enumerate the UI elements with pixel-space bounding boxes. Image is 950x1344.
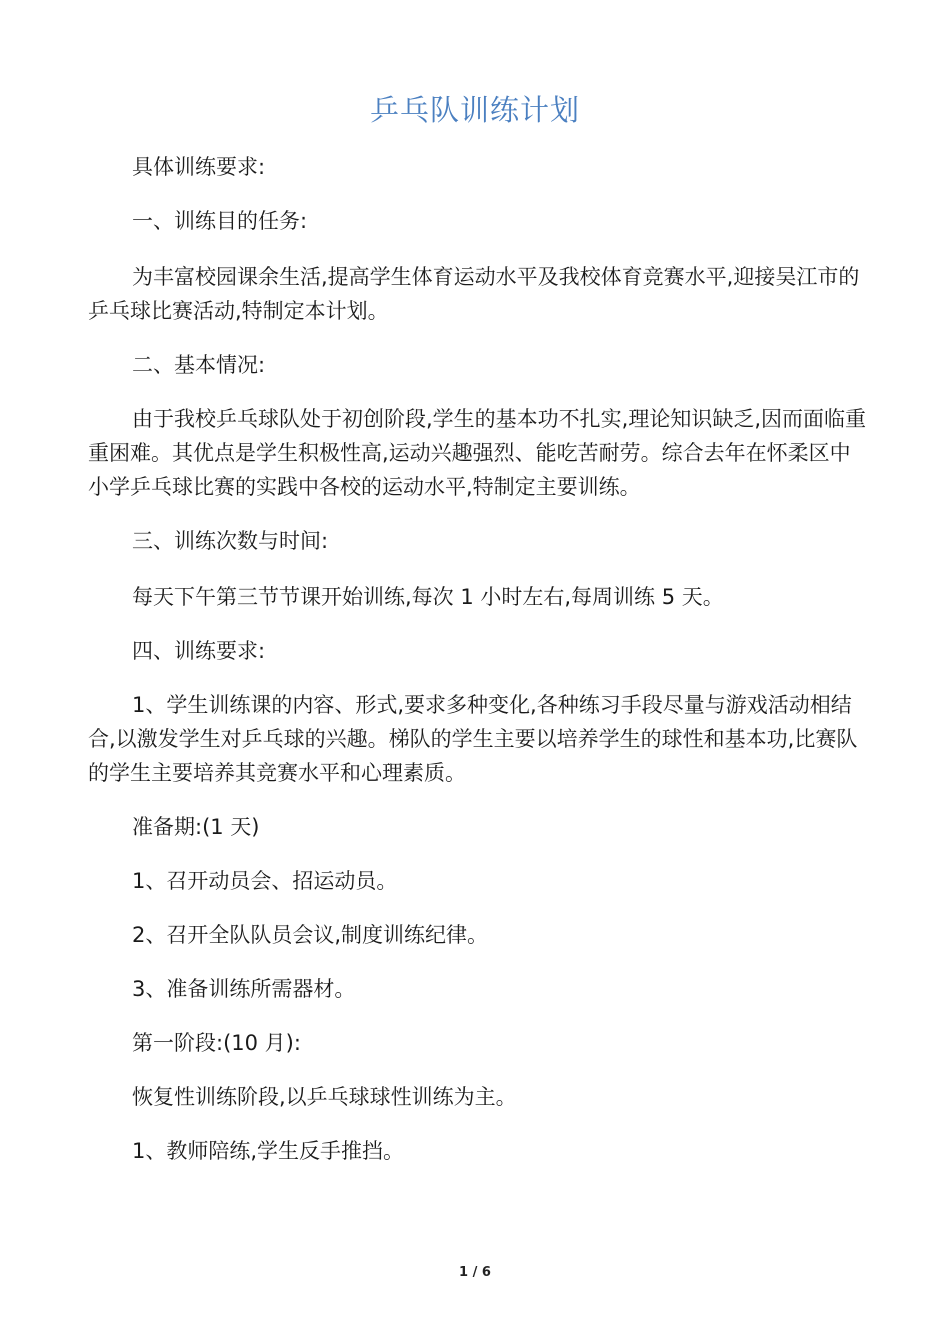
list-item-preparation-3: 3、准备训练所需器材。 — [132, 977, 356, 1001]
section-heading-schedule: 三、训练次数与时间: — [132, 529, 329, 553]
document-title: 乒乓队训练计划 — [369, 93, 580, 127]
paragraph-phase-one: 恢复性训练阶段,以乒乓球球性训练为主。 — [132, 1085, 517, 1109]
page-indicator: 1 / 6 — [459, 1265, 491, 1280]
list-item-preparation-2: 2、召开全队队员会议,制度训练纪律。 — [132, 923, 489, 947]
heading-preparation-period: 准备期:(1 天) — [132, 815, 260, 839]
paragraph-requirements-heading: 具体训练要求: — [132, 155, 266, 179]
section-heading-purpose: 一、训练目的任务: — [132, 209, 308, 233]
paragraph-requirements: 1、学生训练课的内容、形式,要求多种变化,各种练习手段尽量与游戏活动相结合,以激发学生对乒乓球的兴趣。梯队的学生主要以培养学生的球性和基本功,比赛队的学生主要培养其竞赛水平和心理素质。 — [88, 693, 858, 785]
list-item-preparation-1: 1、召开动员会、招运动员。 — [132, 869, 398, 893]
list-item-phase-one-1: 1、教师陪练,学生反手推挡。 — [132, 1139, 405, 1163]
heading-phase-one: 第一阶段:(10 月): — [132, 1031, 301, 1055]
section-heading-situation: 二、基本情况: — [132, 353, 266, 377]
paragraph-purpose: 为丰富校园课余生活,提高学生体育运动水平及我校体育竞赛水平,迎接吴江市的乒乓球比赛活动,特制定本计划。 — [88, 265, 860, 323]
paragraph-schedule: 每天下午第三节节课开始训练,每次 1 小时左右,每周训练 5 天。 — [132, 585, 724, 609]
section-heading-requirements: 四、训练要求: — [132, 639, 266, 663]
paragraph-situation: 由于我校乒乓球队处于初创阶段,学生的基本功不扎实,理论知识缺乏,因而面临重重困难。其优点是学生积极性高,运动兴趣强烈、能吃苦耐劳。综合去年在怀柔区中小学乒乓球比赛的实践中各校的运动水平,特制定主要训练。 — [88, 407, 867, 499]
